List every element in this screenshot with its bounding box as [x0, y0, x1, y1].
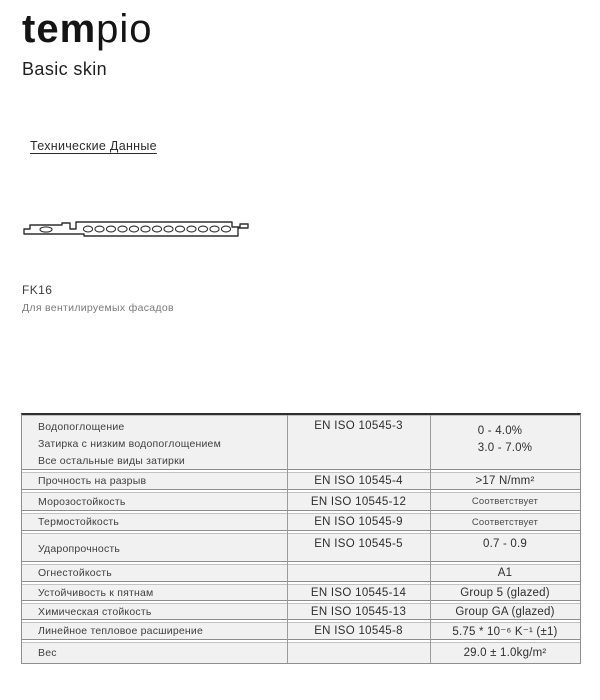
spec-standard: EN ISO 10545-5	[314, 538, 403, 550]
brand-logo	[22, 6, 153, 52]
spec-standard: EN ISO 10545-3	[314, 420, 403, 432]
spec-value	[430, 416, 580, 469]
table-row-impact-resistance	[22, 533, 580, 562]
spec-label: Ударопрочность	[38, 543, 121, 555]
product-name: Basic skin	[22, 59, 108, 79]
table-column-divider	[430, 415, 431, 663]
spec-value-line: 3.0 - 7.0%	[477, 442, 533, 454]
model-subtitle: Для вентилируемых фасадов	[22, 302, 174, 314]
table-row-chemical-resistance	[22, 603, 580, 620]
table-row-weight	[22, 642, 580, 663]
spec-label-line: Водопоглощение	[38, 420, 125, 433]
table-row-fire-resistance	[22, 564, 580, 582]
spec-label	[22, 416, 287, 469]
spec-label-line: Все остальные виды затирки	[38, 454, 185, 467]
spec-value: Group GA (glazed)	[455, 605, 555, 618]
table-row-frost-resistance	[22, 492, 580, 511]
spec-label: Линейное тепловое расширение	[38, 625, 204, 637]
table-row-water-absorption	[22, 415, 580, 470]
spec-label: Вес	[38, 647, 57, 659]
spec-value-line: 0 - 4.0%	[477, 425, 523, 437]
spec-label: Устойчивость к пятнам	[38, 586, 154, 599]
table-column-divider	[287, 415, 288, 663]
spec-standard: EN ISO 10545-14	[310, 586, 407, 599]
table-row-thermal-expansion	[22, 622, 580, 640]
spec-standard	[287, 565, 430, 581]
panel-cross-section-drawing	[22, 214, 250, 244]
brand-logo-light: pio	[96, 7, 153, 51]
spec-value: 29.0 ± 1.0kg/m²	[463, 647, 547, 659]
table-row-heat-resistance	[22, 513, 580, 531]
spec-value: Соответствует	[471, 496, 539, 507]
spec-standard: EN ISO 10545-8	[314, 625, 403, 637]
spec-value: >17 N/mm²	[475, 475, 535, 487]
spec-value: Group 5 (glazed)	[460, 586, 550, 599]
spec-label-lines	[38, 416, 221, 469]
spec-label: Прочность на разрыв	[38, 475, 147, 487]
spec-standard: EN ISO 10545-12	[310, 495, 407, 508]
table-row-tensile-strength	[22, 472, 580, 490]
brand-logo-bold: tem	[22, 7, 97, 51]
spec-value: A1	[497, 567, 513, 579]
panel-profile-diagram	[22, 214, 250, 244]
spec-standard: EN ISO 10545-9	[314, 516, 403, 528]
table-row-stain-resistance	[22, 584, 580, 601]
spec-standard	[287, 643, 430, 663]
spec-label: Химическая стойкость	[38, 605, 152, 618]
spec-value-lines	[478, 420, 532, 457]
spec-standard: EN ISO 10545-4	[314, 475, 403, 487]
spec-label: Морозостойкость	[38, 495, 126, 508]
spec-label-line: Затирка с низким водопоглощением	[38, 437, 222, 450]
spec-value: Соответствует	[471, 516, 539, 528]
spec-standard: EN ISO 10545-13	[310, 605, 407, 618]
technical-data-link[interactable]: Технические Данные	[30, 139, 157, 153]
spec-label: Огнестойкость	[38, 567, 112, 579]
technical-specs-table	[21, 413, 581, 664]
spec-value: 0.7 - 0.9	[483, 538, 527, 550]
model-code: FK16	[22, 283, 53, 297]
spec-value: 5.75 * 10⁻⁶ K⁻¹ (±1)	[452, 626, 558, 638]
spec-label: Термостойкость	[38, 516, 120, 528]
